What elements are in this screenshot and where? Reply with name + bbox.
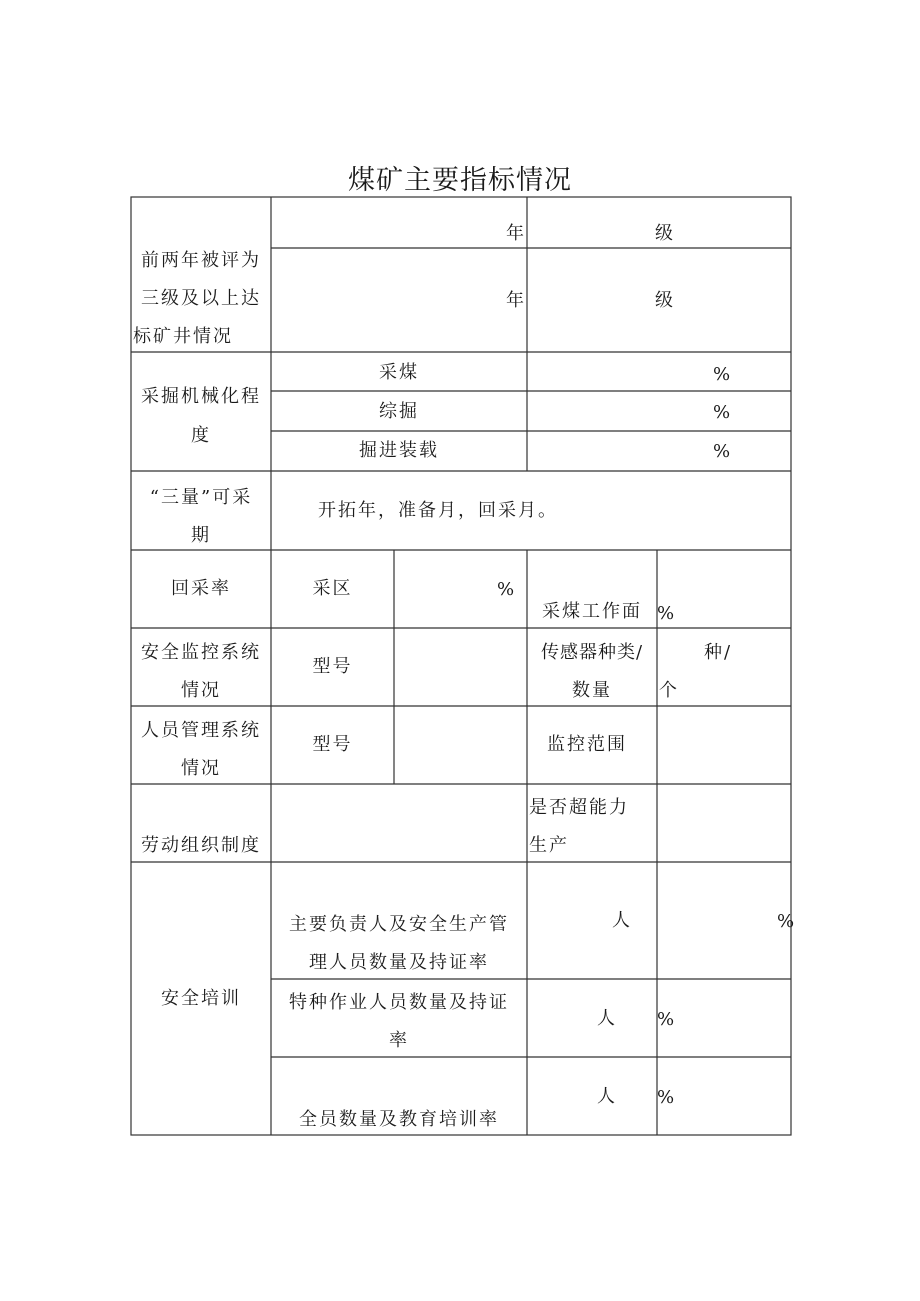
recovery-label: 回采率 (171, 578, 231, 599)
mechanization-item-coal: 采煤 (379, 362, 419, 383)
sensor-label-line-1: 传感器种类/ (540, 642, 644, 663)
mechanization-item-loading: 掘进装载 (359, 440, 439, 461)
over-capacity-label-line-1: 是否超能力 (529, 797, 629, 818)
page-title: 煤矿主要指标情况 (348, 165, 572, 196)
mechanization-unit-loading: % (713, 441, 733, 462)
rating-level-unit-2: 级 (655, 290, 675, 311)
mechanization-unit-fully-mechanized: % (713, 402, 733, 423)
training-item-2-line-2: 率 (389, 1030, 409, 1051)
rating-year-unit-1: 年 (506, 223, 526, 244)
mechanization-label-line-2: 度 (191, 425, 211, 446)
training-item-3-person-unit: 人 (597, 1086, 617, 1107)
mechanization-unit-coal: % (713, 364, 733, 385)
recovery-face-unit: % (657, 603, 677, 624)
three-quantities-label-line-1: “三量”可采 (149, 487, 253, 508)
three-quantities-label-line-2: 期 (191, 525, 211, 546)
sensor-unit-count: 个 (659, 680, 679, 701)
rating-year-unit-2: 年 (506, 290, 526, 311)
training-item-2-line-1: 特种作业人员数量及持证 (289, 992, 509, 1013)
safety-monitoring-model-label: 型号 (312, 656, 353, 677)
over-capacity-label-line-2: 生产 (529, 835, 569, 856)
safety-monitoring-label-line-2: 情况 (181, 680, 221, 701)
mechanization-item-fully-mechanized: 综掘 (379, 401, 419, 422)
personnel-mgmt-model-label: 型号 (312, 734, 353, 755)
training-item-3-line-1: 全员数量及教育培训率 (299, 1109, 499, 1130)
personnel-mgmt-label-line-1: 人员管理系统 (141, 720, 261, 741)
rating-label-line-3: 标矿井情况 (133, 326, 233, 347)
three-quantities-value: 开拓年，准备月，回采月。 (318, 500, 558, 521)
recovery-face-label: 采煤工作面 (542, 601, 642, 622)
recovery-area-unit: % (497, 579, 517, 600)
training-item-1-pct-unit: % (777, 911, 795, 932)
recovery-area-label: 采区 (312, 578, 353, 599)
rating-level-unit-1: 级 (655, 223, 675, 244)
rating-label-line-1: 前两年被评为 (141, 250, 261, 271)
training-item-2-pct-unit: % (657, 1009, 677, 1030)
mechanization-label-line-1: 采掘机械化程 (141, 386, 261, 407)
training-label: 安全培训 (161, 988, 241, 1009)
training-item-1-line-2: 理人员数量及持证率 (309, 952, 489, 973)
sensor-unit-kinds: 种/ (704, 642, 733, 663)
labor-label: 劳动组织制度 (141, 835, 261, 856)
safety-monitoring-label-line-1: 安全监控系统 (141, 642, 261, 663)
rating-label-line-2: 三级及以上达 (141, 288, 261, 309)
training-item-1-person-unit: 人 (612, 910, 632, 931)
sensor-label-line-2: 数量 (572, 680, 612, 701)
personnel-mgmt-label-line-2: 情况 (181, 758, 221, 779)
training-item-2-person-unit: 人 (597, 1008, 617, 1029)
training-item-3-pct-unit: % (657, 1087, 677, 1108)
personnel-mgmt-range-label: 监控范围 (547, 734, 627, 755)
training-item-1-line-1: 主要负责人及安全生产管 (289, 914, 509, 935)
